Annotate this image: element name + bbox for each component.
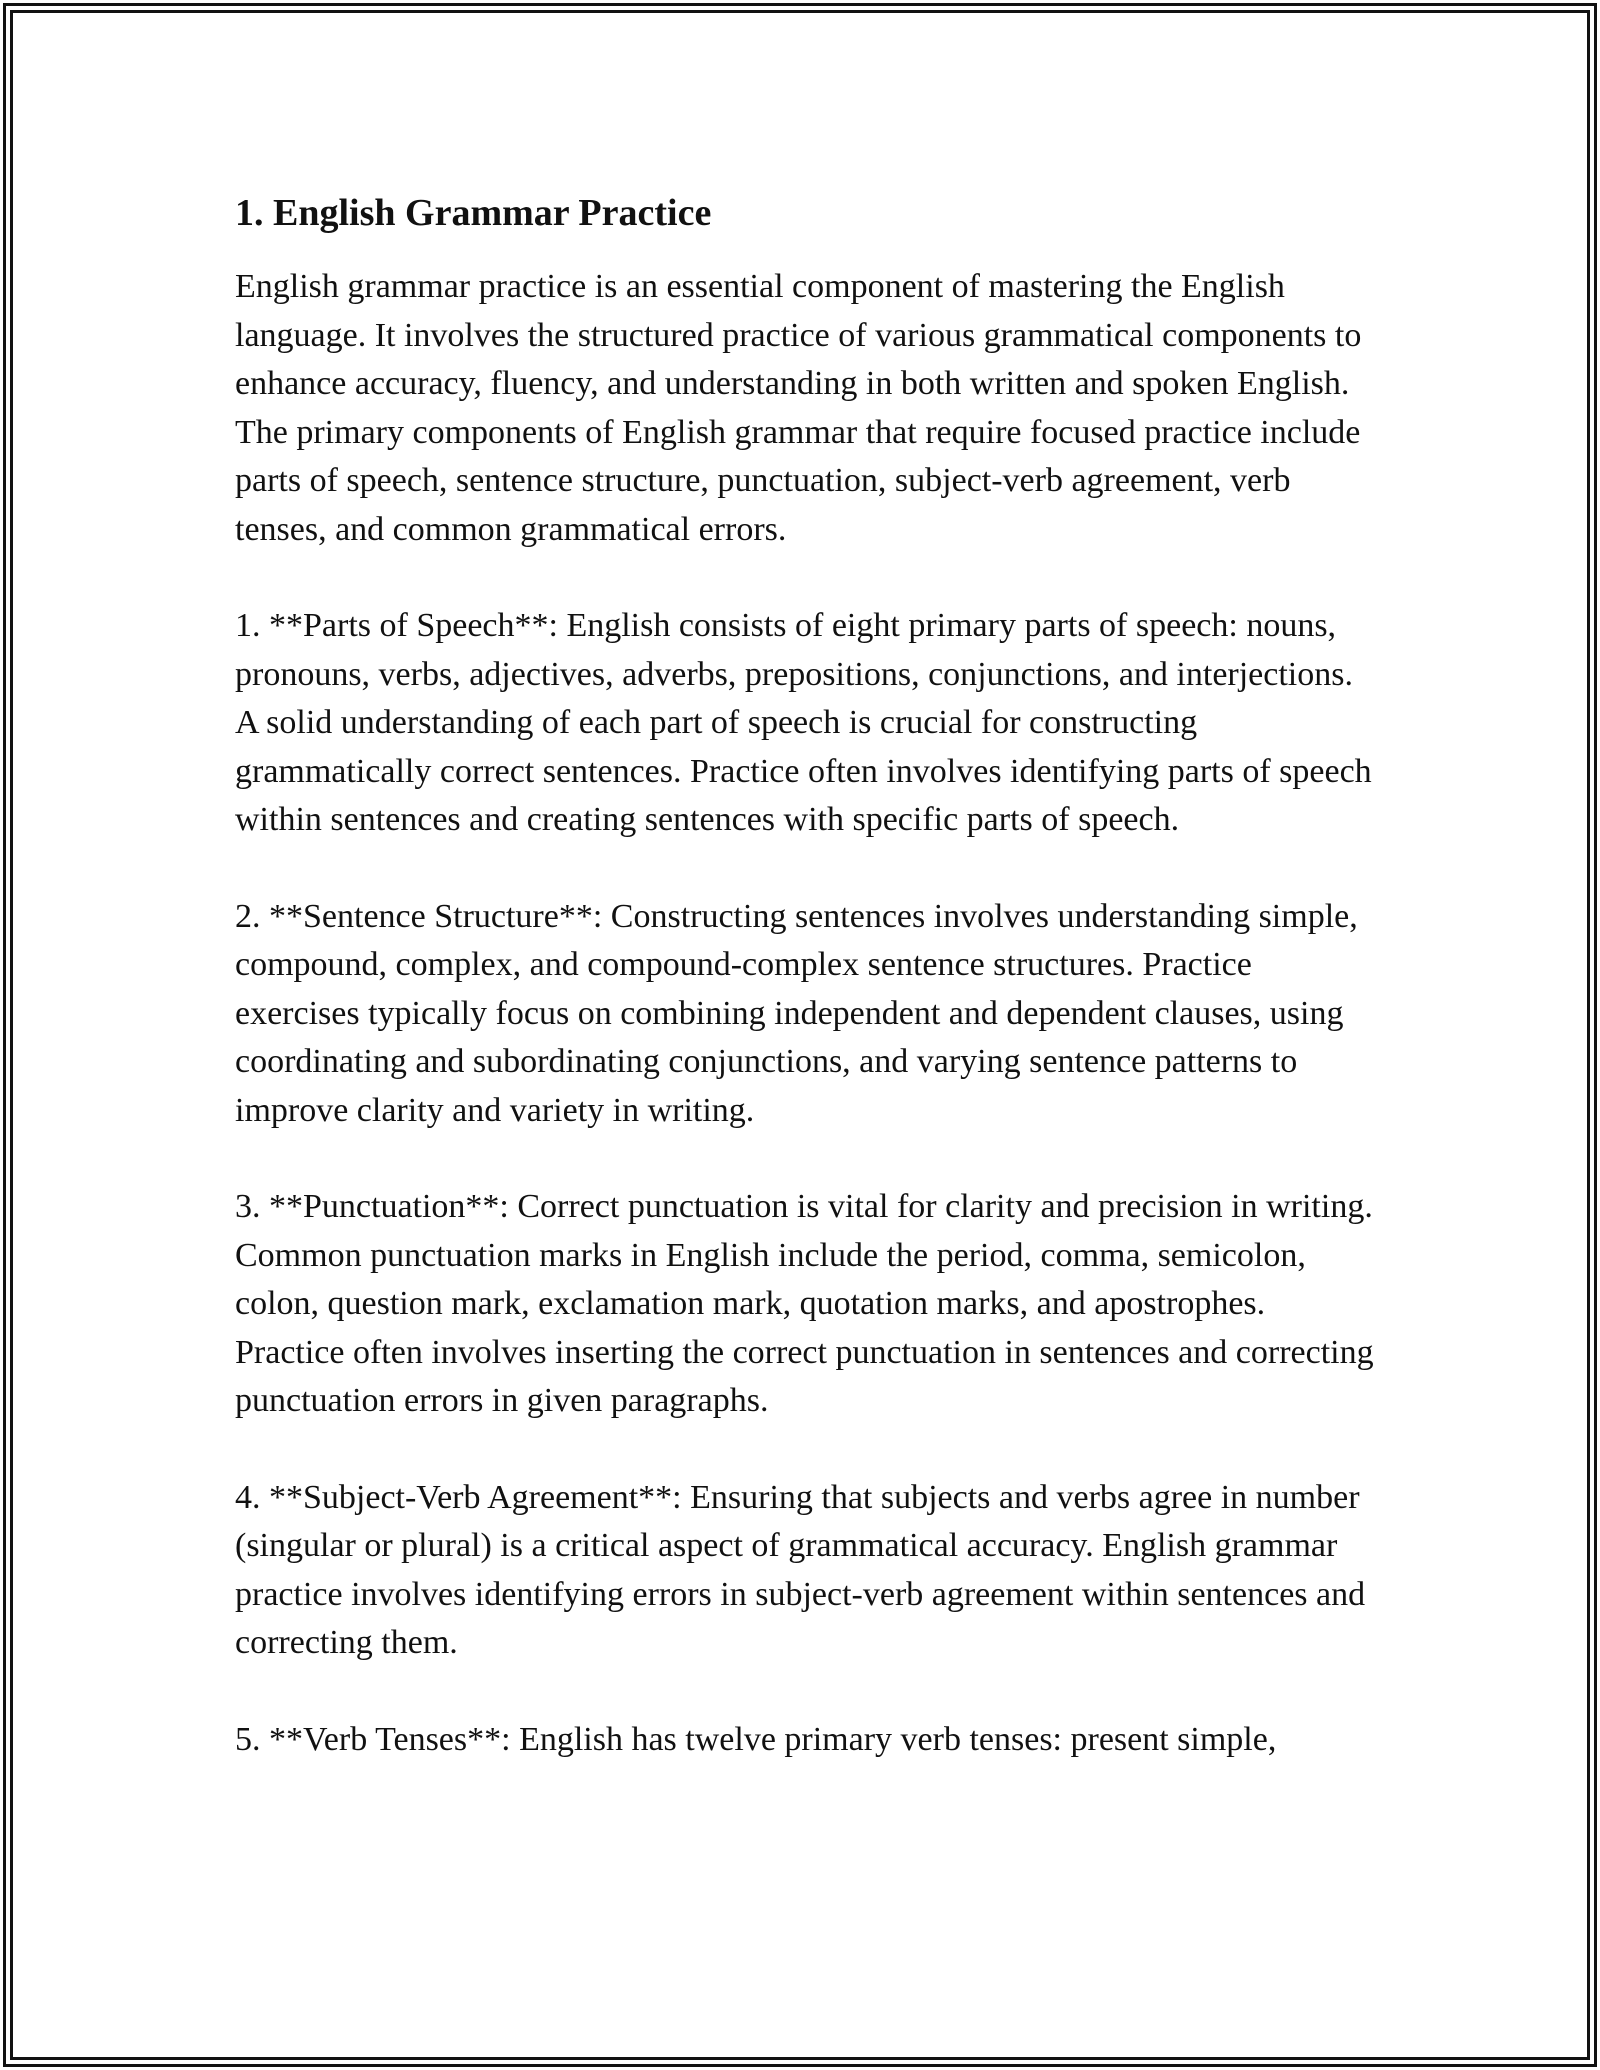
subject-verb-agreement-paragraph: 4. **Subject-Verb Agreement**: Ensuring that subjects and verbs agree in number (singular or plural) is a critical aspect of grammatical accuracy. English grammar practice involves identifying errors in subject-verb agreement within sentences and correcting them.	[235, 1478, 1366, 1661]
intro-paragraph: English grammar practice is an essential component of mastering the English language. It involves the structured practice of various grammatical components to enhance accuracy, fluency, and understanding in both written and spoken English. The primary components of English grammar that require focused practice include parts of speech, sentence structure, punctuation, subject-verb agreement, verb tenses, and common grammatical errors.	[235, 268, 1362, 548]
sentence-structure-paragraph: 2. **Sentence Structure**: Constructing sentences involves understanding simple, compound, complex, and compound-complex sentence structures. Practice exercises typically focus on combining independent and dependent clauses, using coordinating and subordinating conjunctions, and varying sentence patterns to improve clarity and variety in writing.	[235, 897, 1358, 1129]
punctuation-paragraph: 3. **Punctuation**: Correct punctuation is vital for clarity and precision in writing. Common punctuation marks in English include the period, comma, semicolon, colon, question mark, exclamation mark, quotation marks, and apostrophes. Practice often involves inserting the correct punctuation in sentences and correcting punctuation errors in given paragraphs.	[235, 1188, 1374, 1419]
parts-of-speech-paragraph: 1. **Parts of Speech**: English consists of eight primary parts of speech: nouns, pronouns, verbs, adjectives, adverbs, prepositions, conjunctions, and interjections. A solid understanding of each part of speech is crucial for constructing grammatically correct sentences. Practice often involves identifying parts of speech within sentences and creating sentences with specific parts of speech.	[235, 607, 1372, 838]
document-body	[235, 185, 1375, 1812]
verb-tenses-paragraph: 5. **Verb Tenses**: English has twelve primary verb tenses: present simple,	[235, 1720, 1277, 1758]
section-heading: 1. English Grammar Practice	[235, 192, 712, 234]
